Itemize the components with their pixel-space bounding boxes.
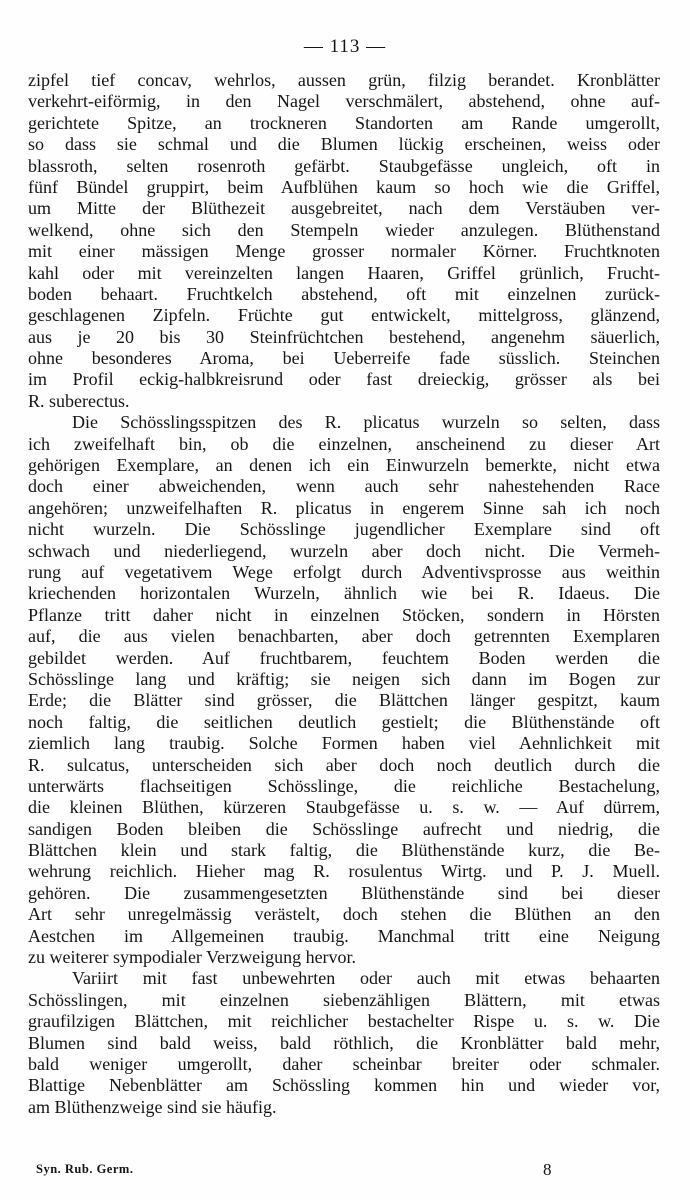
text-line: Pflanze tritt daher nicht in einzelnen Stöcken, sondern in Hörsten <box>28 604 660 625</box>
text-line: Variirt mit fast unbewehrten oder auch mit etwas behaarten <box>72 968 660 989</box>
text-line: kriechenden horizontalen Wurzeln, ähnlich wie bei R. Idaeus. Die <box>28 583 660 604</box>
text-line: im Profil eckig-halbkreisrund oder fast dreieckig, grösser als bei <box>28 369 660 390</box>
text-line: noch faltig, die seitlichen deutlich gestielt; die Blüthenstände oft <box>28 711 660 732</box>
text-line: die kleinen Blüthen, kürzeren Staubgefässe u. s. w. — Auf dürrem, <box>28 797 660 818</box>
signature-mark: Syn. Rub. Germ. <box>36 1162 134 1176</box>
text-line: schwach und niederliegend, wurzeln aber doch nicht. Die Vermeh- <box>28 540 660 561</box>
text-line: geschlagenen Zipfeln. Früchte gut entwickelt, mittelgross, glänzend, <box>28 305 660 326</box>
text-line: Art sehr unregelmässig verästelt, doch stehen die Blüthen an den <box>28 904 660 925</box>
text-line: gehörigen Exemplare, an denen ich ein Einwurzeln bemerkte, nicht etwa <box>28 455 660 476</box>
text-line: fünf Bündel gruppirt, beim Aufblühen kaum so hoch wie die Griffel, <box>28 176 660 197</box>
text-line: auf, die aus vielen benachbarten, aber doch getrennten Exemplaren <box>28 626 660 647</box>
page-footer <box>0 1160 690 1182</box>
text-line: doch einer abweichenden, wenn auch sehr nahestehenden Race <box>28 476 660 497</box>
text-line: R. suberectus. <box>28 390 130 411</box>
body-text <box>28 70 660 1118</box>
text-line: boden behaart. Fruchtkelch abstehend, oft mit einzelnen zurück- <box>28 283 660 304</box>
text-line: Blattige Nebenblätter am Schössling kommen hin und wieder vor, <box>28 1075 660 1096</box>
text-line: Erde; die Blätter sind grösser, die Blättchen länger gespitzt, kaum <box>28 690 660 711</box>
text-line: wehrung reichlich. Hieher mag R. rosulentus Wirtg. und P. J. Muell. <box>28 861 660 882</box>
text-line: angehören; unzweifelhaften R. plicatus in engerem Sinne sah ich noch <box>28 497 660 518</box>
text-line: gebildet werden. Auf fruchtbarem, feuchtem Boden werden die <box>28 647 660 668</box>
text-line: Blumen sind bald weiss, bald röthlich, die Kronblätter bald mehr, <box>28 1032 660 1053</box>
text-line: zu weiterer sympodialer Verzweigung hervor. <box>28 947 357 968</box>
text-line: Aestchen im Allgemeinen traubig. Manchmal tritt eine Neigung <box>28 925 660 946</box>
text-line: aus je 20 bis 30 Steinfrüchtchen bestehend, angenehm säuerlich, <box>28 326 660 347</box>
text-line: gerichtete Spitze, an trockneren Standorten am Rande umgerollt, <box>28 112 660 133</box>
text-line: blassroth, selten rosenroth gefärbt. Staubgefässe ungleich, oft in <box>28 155 660 176</box>
text-line: unterwärts flachseitigen Schösslinge, die reichliche Bestachelung, <box>28 775 660 796</box>
text-line: ziemlich lang traubig. Solche Formen haben viel Aehnlichkeit mit <box>28 733 660 754</box>
text-line: graufilzigen Blättchen, mit reichlicher bestachelter Rispe u. s. w. Die <box>28 1011 660 1032</box>
text-line: gehören. Die zusammengesetzten Blüthenstände sind bei dieser <box>28 882 660 903</box>
text-line: so dass sie schmal und die Blumen lückig erscheinen, weiss oder <box>28 134 660 155</box>
text-line: verkehrt-eiförmig, in den Nagel verschmälert, abstehend, ohne auf- <box>28 91 660 112</box>
text-line: Schösslingen, mit einzelnen siebenzähligen Blättern, mit etwas <box>28 989 660 1010</box>
text-line: sandigen Boden bleiben die Schösslinge aufrecht und niedrig, die <box>28 818 660 839</box>
text-line: Blättchen klein und stark faltig, die Blüthenstände kurz, die Be- <box>28 840 660 861</box>
text-line: nicht wurzeln. Die Schösslinge jugendlicher Exemplare sind oft <box>28 519 660 540</box>
text-line: Schösslinge lang und kräftig; sie neigen sich dann im Bogen zur <box>28 668 660 689</box>
text-line: ich zweifelhaft bin, ob die einzelnen, anscheinend zu dieser Art <box>28 433 660 454</box>
text-line: um Mitte der Blüthezeit ausgebreitet, nach dem Verstäuben ver- <box>28 198 660 219</box>
text-line: zipfel tief concav, wehrlos, aussen grün, filzig berandet. Kronblätter <box>28 70 660 90</box>
text-line: Die Schösslingsspitzen des R. plicatus wurzeln so selten, dass <box>72 412 660 433</box>
text-line: welkend, ohne sich den Stempeln wieder anzulegen. Blüthenstand <box>28 219 660 240</box>
text-line: am Blüthenzweige sind sie häufig. <box>28 1096 277 1117</box>
text-line: rung auf vegetativem Wege erfolgt durch Adventivsprosse aus weithin <box>28 561 660 582</box>
sheet-number: 8 <box>543 1160 552 1179</box>
text-line: R. sulcatus, unterscheiden sich aber doch noch deutlich durch die <box>28 754 660 775</box>
text-line: bald weniger umgerollt, daher scheinbar breiter oder schmaler. <box>28 1053 660 1074</box>
text-line: mit einer mässigen Menge grosser normaler Körner. Fruchtknoten <box>28 241 660 262</box>
text-line: ohne besonderes Aroma, bei Ueberreife fade süsslich. Steinchen <box>28 348 660 369</box>
page-number: — 113 — <box>303 36 387 57</box>
text-line: kahl oder mit vereinzelten langen Haaren, Griffel grünlich, Frucht- <box>28 262 660 283</box>
